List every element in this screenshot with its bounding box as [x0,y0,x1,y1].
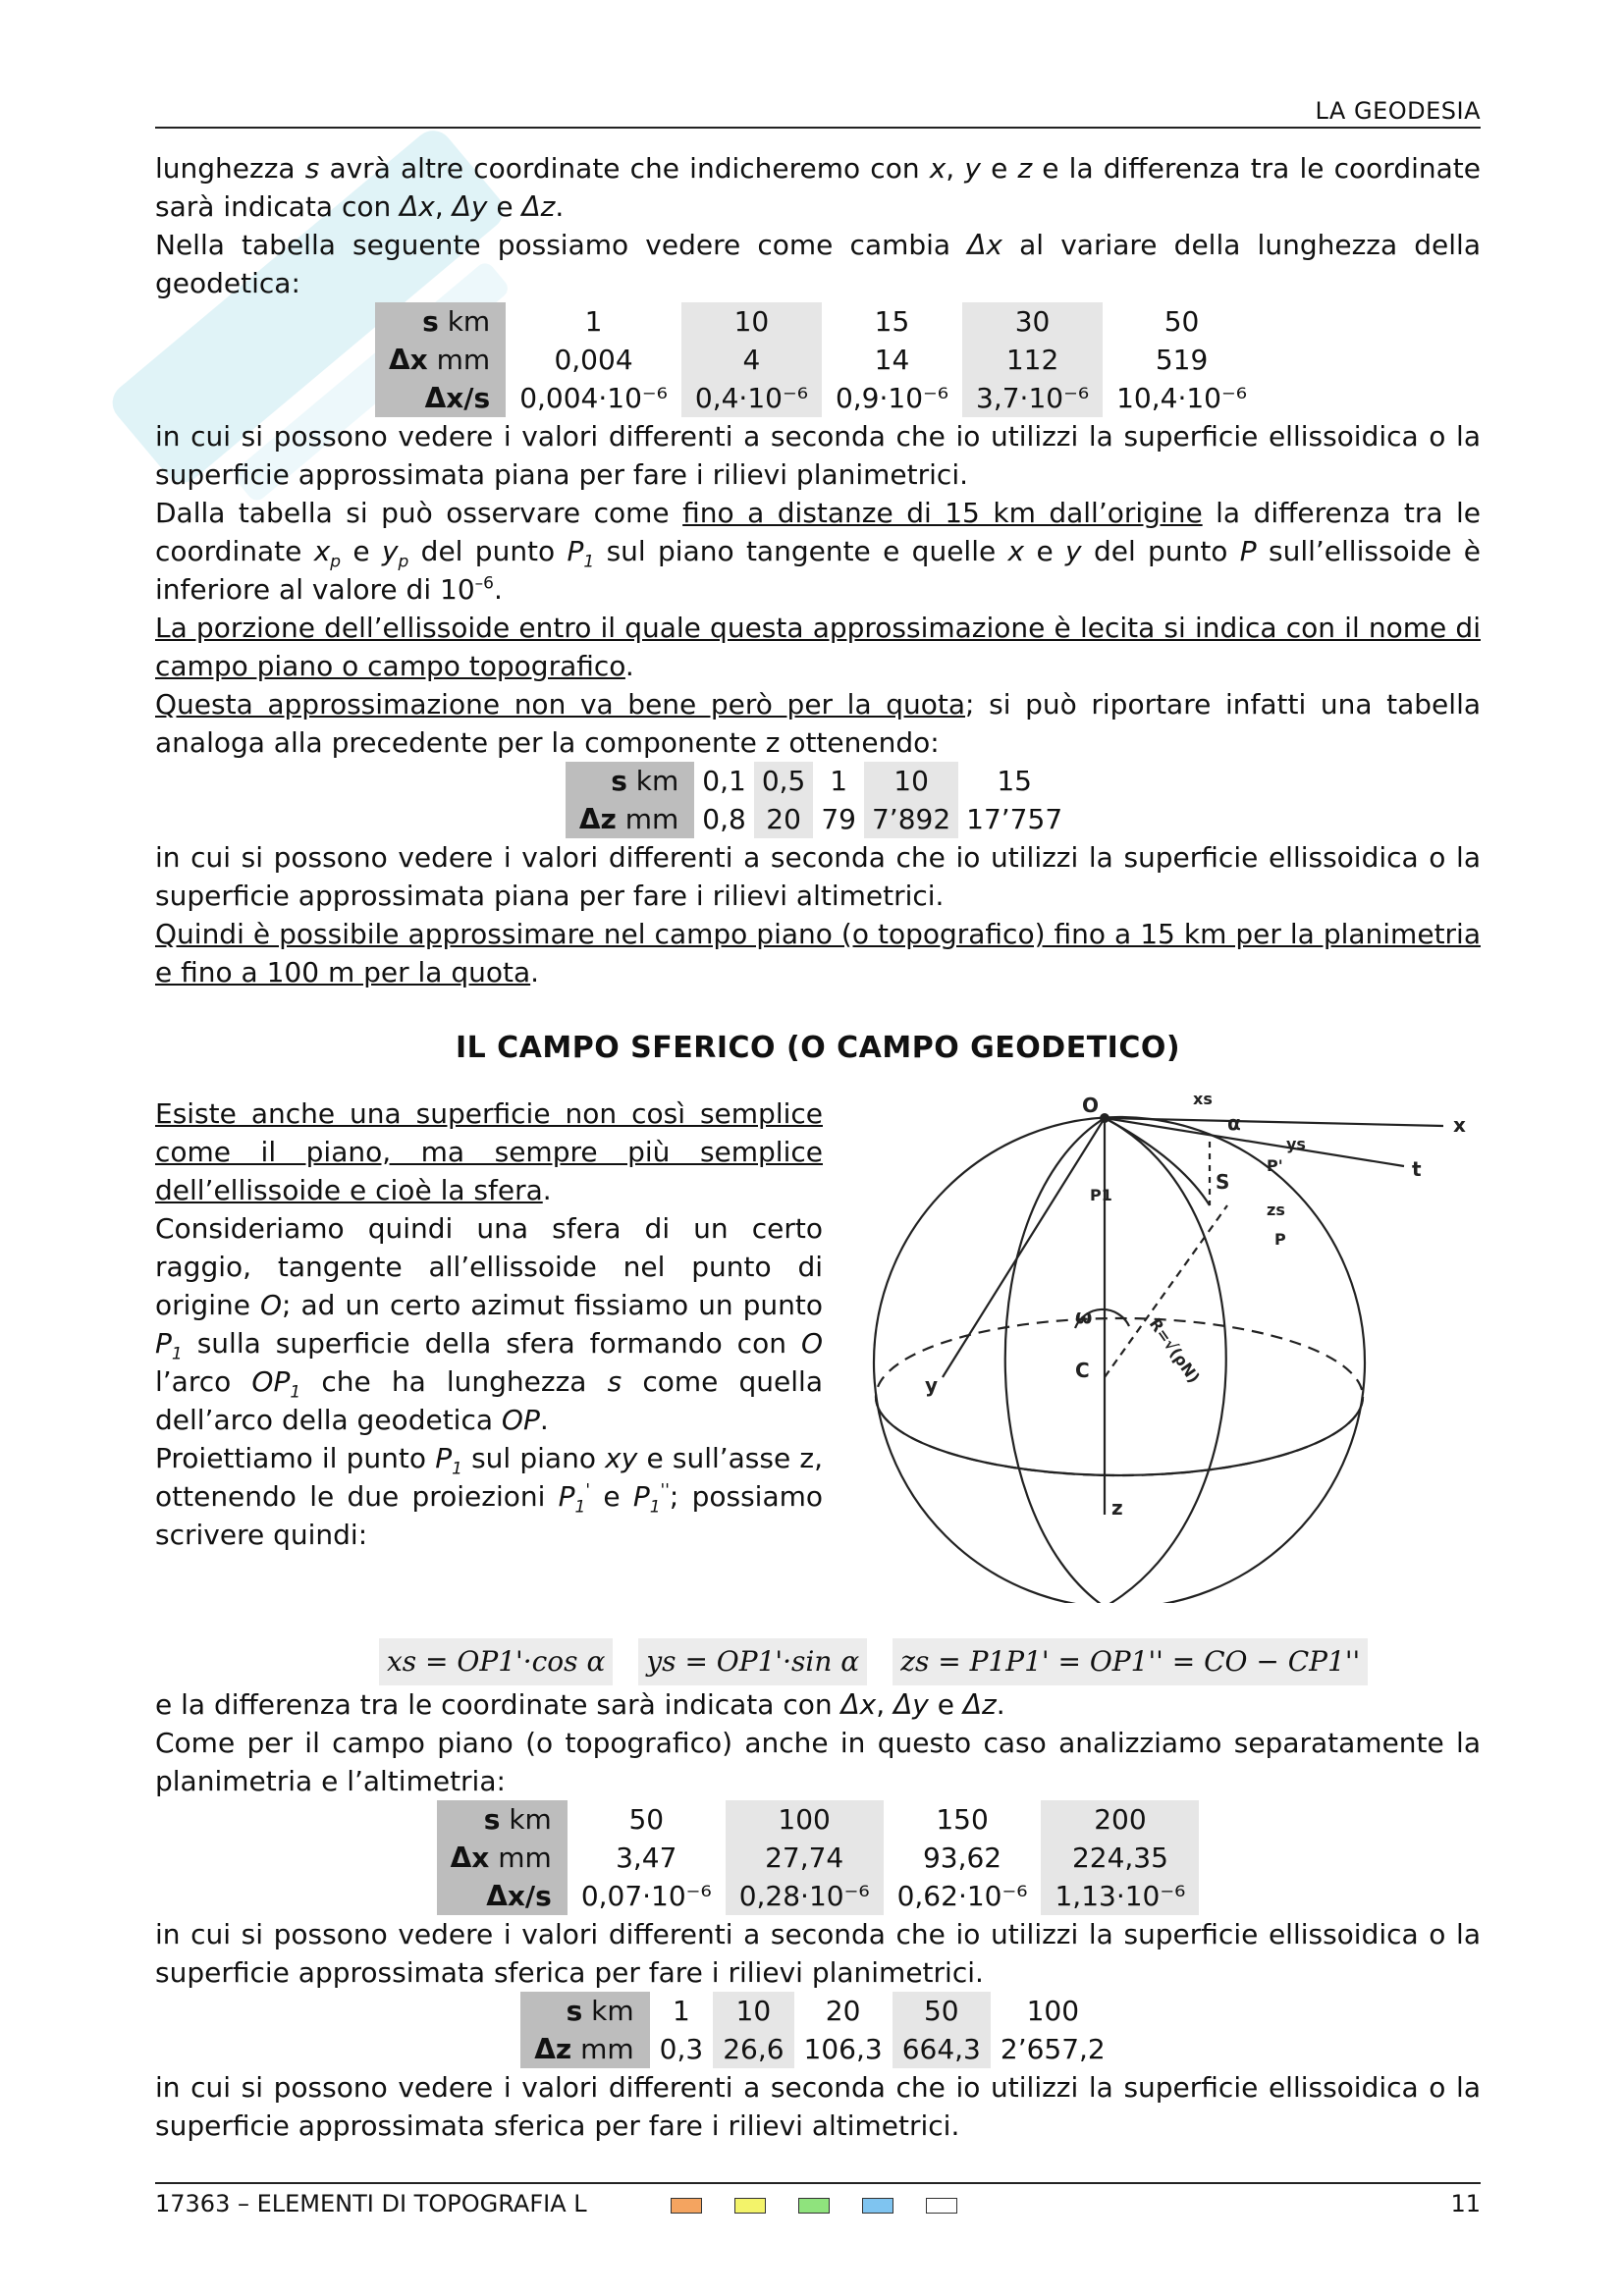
table-cell: 100 [1026,1995,1080,2027]
label-C: C [1075,1359,1090,1382]
footer-course: 17363 – ELEMENTI DI TOPOGRAFIA L [155,2190,587,2217]
formula-zs: zs = P1P1' = OP1'' = CO − CP1'' [893,1638,1368,1685]
table-row [520,2030,1115,2068]
tangent-x-axis [1105,1118,1443,1126]
row-header: Δx/s [375,379,506,417]
color-square-white [926,2198,957,2214]
label-ys: ys [1286,1135,1306,1153]
table-row [375,302,1261,341]
table-cell: 15 [874,305,910,338]
paragraph-sphere-intro: Esiste anche una superficie non così semplice come il piano, ma sempre più semplice dell’ellissoide e cioè la sfera. [155,1097,823,1206]
table-cell: 0,3 [659,2033,704,2065]
table-cell: 0,5 [754,762,814,800]
table-cell: 30 [962,302,1103,341]
table-cell: 224,35 [1041,1839,1199,1877]
arc-to-y [943,1118,1105,1377]
table-cell: 2’657,2 [1000,2033,1106,2065]
table-cell: 150 [936,1803,989,1836]
table-row [566,800,1070,838]
table-cell: 0,62·10⁻⁶ [896,1880,1028,1912]
table-altimetry-plane [566,762,1070,838]
table-cell: 14 [874,344,910,376]
arc-s [1105,1118,1210,1205]
sphere-outline [874,1117,1365,1603]
table-row [437,1800,1200,1839]
row-header: Δz mm [566,800,694,838]
row-header: s km [520,1992,649,2030]
table-cell: 0,8 [702,803,746,835]
table-cell: 50 [1163,305,1200,338]
row-header: Δx mm [437,1839,568,1877]
table-planimetry-sphere [437,1800,1200,1915]
table-cell: 0,1 [702,765,746,797]
table-cell: 3,47 [616,1842,677,1874]
label-P1-prime: P' [1267,1156,1283,1175]
table-cell: 1 [673,1995,690,2027]
row-header: s km [566,762,694,800]
table-cell: 112 [962,341,1103,379]
row-header: s km [375,302,506,341]
formula-xs: xs = OP1'·cos α [379,1638,613,1685]
meridian-2 [1105,1118,1226,1603]
table-cell: 664,3 [893,2030,991,2068]
paragraph-campo-piano: La porzione dell’ellissoide entro il quale questa approssimazione è lecita si indica con il nome di campo piano o campo topografico. [155,612,1481,682]
page-footer [155,2182,1481,2223]
table-row [375,341,1261,379]
table-cell: 100 [726,1800,884,1839]
table-cell: 26,6 [713,2030,793,2068]
label-O: O [1082,1094,1100,1117]
table-cell: 0,4·10⁻⁶ [681,379,822,417]
sphere-diagram [854,1083,1483,1603]
table-cell: 200 [1041,1800,1199,1839]
table-altimetry-sphere [520,1992,1115,2068]
label-zs: zs [1267,1201,1285,1219]
table-cell: 1 [584,305,603,338]
table-cell: 50 [628,1803,665,1836]
table-cell: 15 [997,765,1032,797]
paragraph-projection: Proiettiamo il punto $P_1$ sul piano xy e sull’asse z, ottenendo le due proiezioni $P_1'$ e $P_1''$; possiamo scrivere quindi: [155,1442,824,1551]
table-cell: 10,4·10⁻⁶ [1116,382,1247,414]
table-cell: 10 [713,1992,793,2030]
table-row [375,379,1261,417]
table-cell: 1 [830,765,848,797]
formula-ys: ys = OP1'·sin α [638,1638,867,1685]
color-square-orange [671,2198,702,2214]
formula-row [379,1638,1481,1685]
label-z: z [1111,1496,1123,1520]
paragraph-differences: e la differenza tra le coordinate sarà indicata con Δx, Δy e Δz. [155,1688,1005,1721]
label-alpha: α [1227,1111,1241,1135]
paragraph-sphere-tangent: Consideriamo quindi una sfera di un certo raggio, tangente all’ellissoide nel punto di origine O; ad un certo azimut fissiamo un punto $P_1$ sulla superficie della sfera formando con O l’arco $OP_1$ che ha lunghezza s come quella dell’arco della geodetica OP. [155,1212,823,1436]
paragraph-coordinates: lunghezza s avrà altre coordinate che indicheremo con x, y e z e la differenza tra le coordinate sarà indicata con Δx, Δy e Δz. [155,152,1481,223]
paragraph-conclusion: Quindi è possibile approssimare nel campo piano (o topografico) fino a 15 km per la planimetria e fino a 100 m per la quota. [155,918,1481,988]
table-cell: 10 [864,762,958,800]
label-xs: xs [1193,1090,1213,1108]
table-cell: 27,74 [726,1839,884,1877]
paragraph-sphere-planimetric-note: in cui si possono vedere i valori differenti a seconda che io utilizzi la superficie ellissoidica o la superficie approssimata sferica per fare i rilievi planimetrici. [155,1918,1481,1989]
label-R: R=√(ρN) [1145,1314,1204,1387]
label-t: t [1412,1157,1422,1181]
table-cell: 20 [825,1995,861,2027]
table-planimetry-plane [375,302,1261,417]
color-square-green [798,2198,830,2214]
label-S: S [1216,1170,1230,1194]
paragraph-altimetric-note: in cui si possono vedere i valori differenti a seconda che io utilizzi la superficie ellissoidica o la superficie approssimata piana per fare i rilievi altimetrici. [155,841,1481,912]
equator-front [876,1397,1363,1475]
table-row [437,1877,1200,1915]
table-cell: 17’757 [966,803,1063,835]
table-cell: 79 [821,803,856,835]
table-cell: 4 [681,341,822,379]
table-cell: 93,62 [922,1842,1002,1874]
label-y: y [925,1373,939,1397]
page-header [155,93,1481,129]
table-cell: 0,9·10⁻⁶ [835,382,949,414]
table-cell: 519 [1155,344,1209,376]
label-P1: P1 [1090,1186,1112,1204]
header-title: LA GEODESIA [1315,97,1481,125]
page-number: 11 [1450,2190,1481,2217]
table-row [566,762,1070,800]
table-cell: 0,07·10⁻⁶ [580,1880,712,1912]
table-cell: 3,7·10⁻⁶ [962,379,1103,417]
table-cell: 50 [893,1992,991,2030]
tangent-t-line [1105,1118,1404,1166]
row-header: Δx mm [375,341,506,379]
paragraph-observation: Dalla tabella si può osservare come fino a distanze di 15 km dall’origine la differenza tra le coordinate $x_p$ e $y_p$ del punto $P_1$ sul piano tangente e quelle x e y del punto P sull’ellissoide è inferiore al valore di $10^{-6}$. [155,497,1482,606]
section-title: IL CAMPO SFERICO (O CAMPO GEODETICO) [455,1031,1181,1065]
table-cell: 0,004·10⁻⁶ [519,382,668,414]
row-header: Δx/s [437,1877,568,1915]
paragraph-planimetric-note: in cui si possono vedere i valori differenti a seconda che io utilizzi la superficie ellissoidica o la superficie approssimata piana per fare i rilievi planimetrici. [155,420,1481,491]
color-square-blue [862,2198,893,2214]
table-cell: 0,28·10⁻⁶ [726,1877,884,1915]
color-square-yellow [734,2198,766,2214]
paragraph-analysis: Come per il campo piano (o topografico) anche in questo caso analizziamo separatamente la planimetria e l’altimetria: [155,1727,1481,1797]
label-P: P [1274,1230,1286,1249]
table-row [437,1839,1200,1877]
paragraph-table-intro: Nella tabella seguente possiamo vedere come cambia Δx al variare della lunghezza della geodetica: [155,229,1481,299]
table-cell: 20 [754,800,814,838]
sphere-section [155,1090,1481,1605]
page-body [155,149,1481,2145]
sphere-text-column [155,1095,823,1554]
row-header: s km [437,1800,568,1839]
paragraph-quota: Questa approssimazione non va bene però per la quota; si può riportare infatti una tabella analoga alla precedente per la componente z ottenendo: [155,688,1482,759]
table-cell: 7’892 [864,800,958,838]
label-x: x [1453,1113,1466,1137]
table-cell: 0,004 [554,344,633,376]
table-row [520,1992,1115,2030]
table-cell: 10 [681,302,822,341]
label-omega: ω [1075,1305,1093,1328]
table-cell: 1,13·10⁻⁶ [1041,1877,1199,1915]
row-header: Δz mm [520,2030,649,2068]
paragraph-sphere-altimetric-note: in cui si possono vedere i valori differenti a seconda che io utilizzi la superficie ellissoidica o la superficie approssimata sferica per fare i rilievi altimetrici. [155,2071,1481,2142]
table-cell: 106,3 [803,2033,883,2065]
